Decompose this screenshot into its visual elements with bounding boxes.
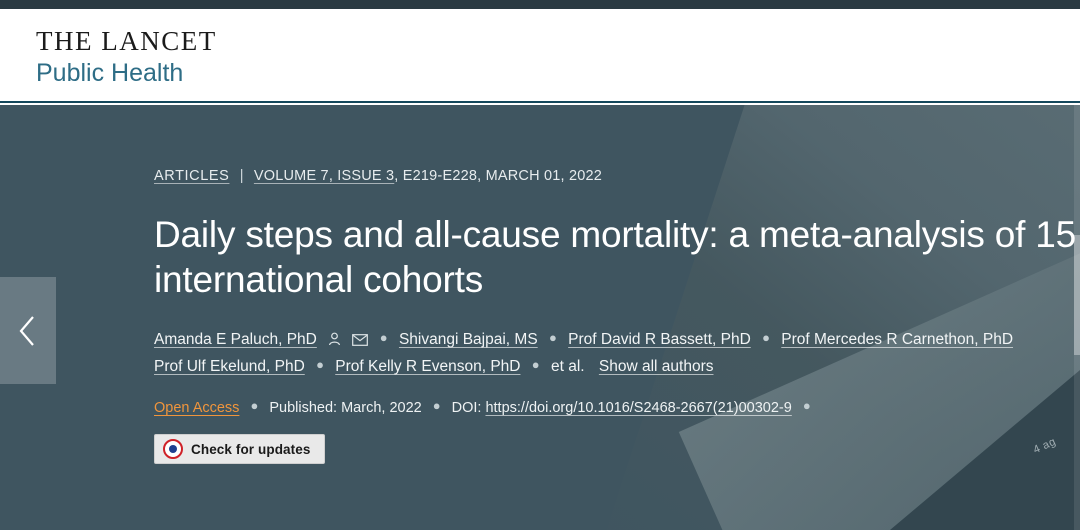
article-section-link[interactable]: ARTICLES bbox=[154, 168, 230, 184]
journal-logo[interactable] bbox=[36, 27, 217, 87]
author-link[interactable]: Amanda E Paluch, PhD bbox=[154, 331, 317, 349]
top-dark-strip bbox=[0, 0, 1080, 9]
author-email-icon[interactable] bbox=[352, 329, 368, 354]
meta-separator: | bbox=[239, 168, 244, 184]
envelope-icon bbox=[352, 334, 368, 346]
pubinfo-separator: ● bbox=[250, 398, 259, 414]
page-scrollbar[interactable] bbox=[1074, 105, 1080, 530]
journal-name-primary: THE LANCET bbox=[36, 26, 217, 56]
article-pages: E219-E228 bbox=[402, 168, 478, 184]
show-all-authors-button[interactable]: Show all authors bbox=[598, 358, 714, 376]
pubinfo-separator: ● bbox=[802, 398, 811, 414]
journal-name-secondary: Public Health bbox=[36, 59, 184, 88]
author-link[interactable]: Prof David R Bassett, PhD bbox=[568, 331, 751, 349]
article-hero-banner bbox=[0, 105, 1080, 530]
article-header-content bbox=[154, 168, 1080, 464]
published-date: Published: March, 2022 bbox=[269, 400, 422, 417]
author-list bbox=[154, 327, 1080, 379]
volume-issue-link[interactable]: VOLUME 7, ISSUE 3 bbox=[253, 168, 395, 184]
article-meta-line bbox=[154, 168, 1080, 184]
person-icon bbox=[328, 332, 341, 346]
chevron-left-icon bbox=[17, 314, 39, 348]
author-link[interactable]: Prof Kelly R Evenson, PhD bbox=[335, 358, 521, 376]
doi-link[interactable]: https://doi.org/10.1016/S2468-2667(21)00302-9 bbox=[485, 400, 792, 417]
publication-info bbox=[154, 398, 1080, 416]
author-separator: ● bbox=[548, 330, 557, 346]
doi-label: DOI: bbox=[451, 400, 482, 417]
article-title-line-2: international cohorts bbox=[154, 259, 483, 301]
author-link[interactable]: Prof Ulf Ekelund, PhD bbox=[154, 358, 305, 376]
pubinfo-separator: ● bbox=[432, 398, 441, 414]
author-link[interactable]: Shivangi Bajpai, MS bbox=[398, 331, 538, 349]
article-title-line-1: Daily steps and all-cause mortality: a meta-analysis of 15 bbox=[154, 214, 1077, 255]
author-et-al: et al. bbox=[550, 358, 585, 376]
author-separator: ● bbox=[531, 357, 540, 373]
author-separator: ● bbox=[379, 330, 388, 346]
crossmark-icon bbox=[163, 439, 183, 459]
crossmark-label: Check for updates bbox=[191, 441, 311, 457]
journal-masthead bbox=[0, 9, 1080, 103]
author-link[interactable]: Prof Mercedes R Carnethon, PhD bbox=[781, 331, 1014, 349]
article-title bbox=[154, 212, 1080, 302]
open-access-badge[interactable]: Open Access bbox=[154, 400, 240, 417]
page-scrollbar-thumb[interactable] bbox=[1074, 235, 1080, 355]
carousel-previous-button[interactable] bbox=[0, 277, 56, 384]
author-separator: ● bbox=[316, 357, 324, 373]
author-profile-icon[interactable] bbox=[328, 329, 341, 354]
meta-comma-2: , bbox=[477, 168, 486, 184]
author-separator: ● bbox=[762, 330, 770, 346]
hero-background-text: 4 ag bbox=[1031, 435, 1058, 457]
meta-comma-1: , bbox=[394, 168, 403, 184]
crossmark-check-for-updates-button[interactable] bbox=[154, 434, 325, 464]
article-date: MARCH 01, 2022 bbox=[485, 168, 603, 184]
